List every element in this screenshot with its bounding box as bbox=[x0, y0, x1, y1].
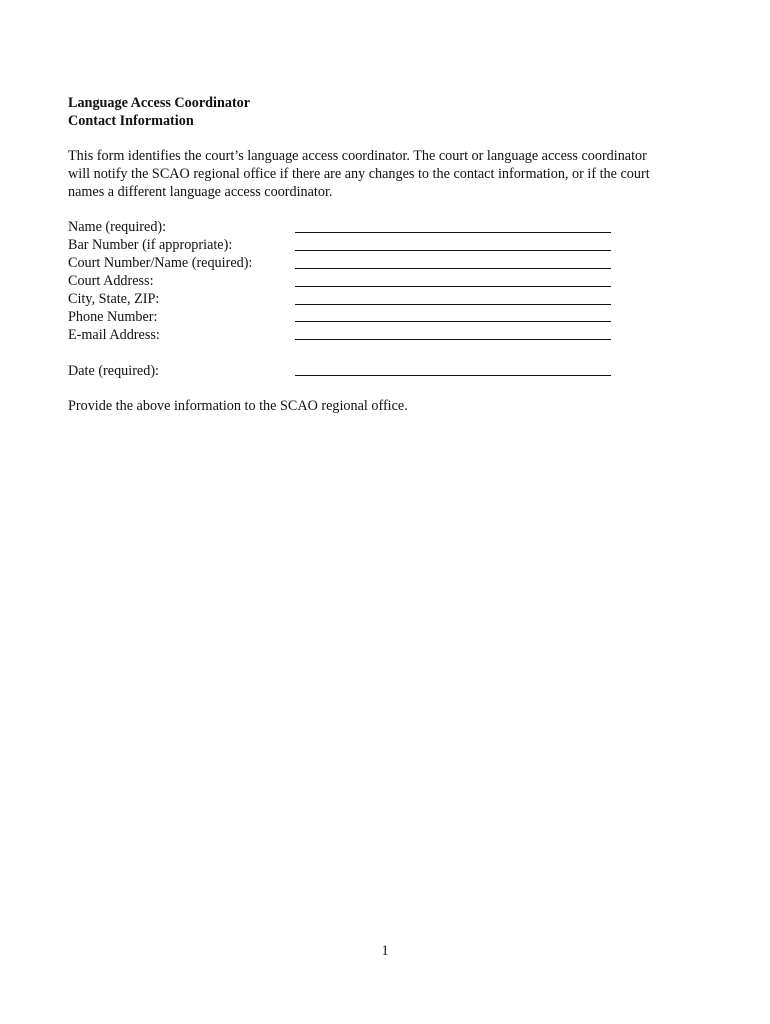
form-heading bbox=[68, 94, 250, 130]
bar-number-field[interactable] bbox=[295, 250, 611, 251]
name-label: Name (required): bbox=[68, 219, 167, 235]
phone-number-field[interactable] bbox=[295, 321, 611, 322]
intro-line: will notify the SCAO regional office if there are any changes to the contact information, or if the court bbox=[68, 166, 650, 182]
email-address-field[interactable] bbox=[295, 339, 611, 340]
form-subtitle: Contact Information bbox=[68, 113, 194, 129]
date-label: Date (required): bbox=[68, 363, 159, 379]
intro-line: names a different language access coordinator. bbox=[68, 184, 333, 200]
intro-paragraph bbox=[68, 147, 708, 201]
intro-line: This form identifies the court’s language access coordinator. The court or language access coordinator bbox=[68, 148, 647, 164]
court-number-name-field[interactable] bbox=[295, 268, 611, 269]
bar-number-label: Bar Number (if appropriate): bbox=[68, 237, 233, 253]
court-address-field[interactable] bbox=[295, 286, 611, 287]
date-field[interactable] bbox=[295, 375, 611, 376]
court-number-name-label: Court Number/Name (required): bbox=[68, 255, 253, 271]
form-title: Language Access Coordinator bbox=[68, 95, 251, 111]
city-state-zip-field[interactable] bbox=[295, 304, 611, 305]
court-address-label: Court Address: bbox=[68, 273, 154, 289]
instruction-text: Provide the above information to the SCAO regional office. bbox=[68, 398, 408, 414]
page-number: 1 bbox=[381, 943, 389, 959]
city-state-zip-label: City, State, ZIP: bbox=[68, 291, 160, 307]
name-field[interactable] bbox=[295, 232, 611, 233]
phone-number-label: Phone Number: bbox=[68, 309, 158, 325]
email-address-label: E-mail Address: bbox=[68, 327, 160, 343]
